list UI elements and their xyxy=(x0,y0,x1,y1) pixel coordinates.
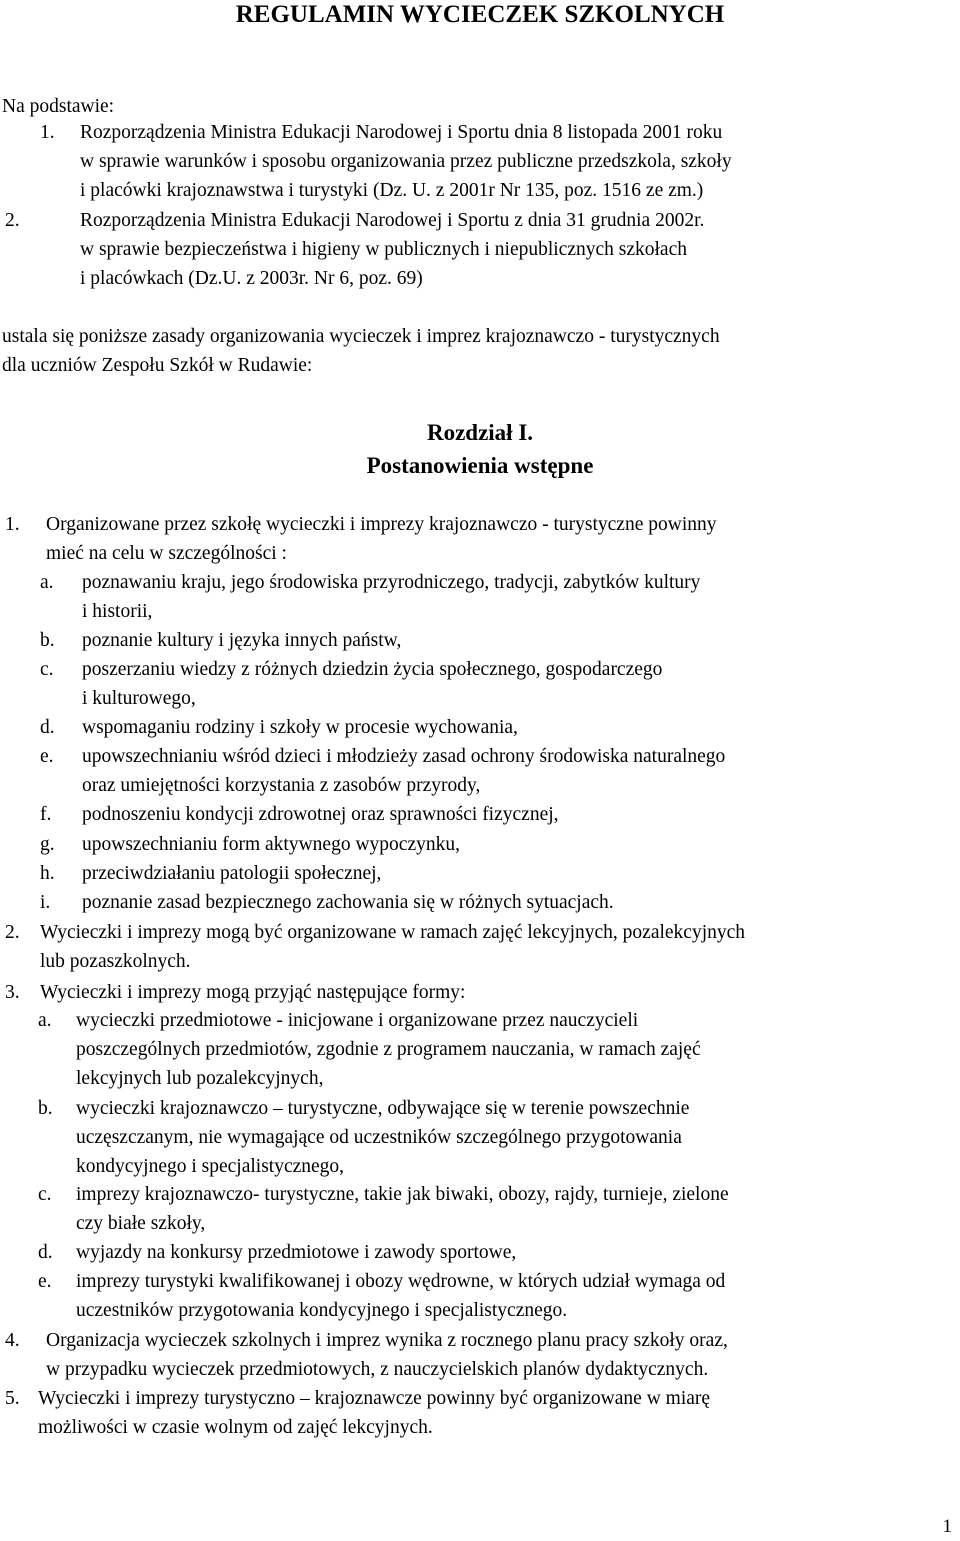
chapter-number: Rozdział I. xyxy=(426,420,534,445)
text-line: Organizacja wycieczek szkolnych i imprez wynika z rocznego planu pracy szkoły oraz, xyxy=(46,1330,728,1351)
sub-item-text xyxy=(82,742,954,800)
text-line: wyjazdy na konkursy przedmiotowe i zawody sportowe, xyxy=(76,1242,517,1263)
text-line: ustala się poniższe zasady organizowania wycieczek i imprez krajoznawczo - turystycznych xyxy=(2,326,720,347)
sub-item-letter: e. xyxy=(40,746,54,767)
text-line: lub pozaszkolnych. xyxy=(40,951,191,972)
sub-item-text xyxy=(82,655,954,713)
sub-item-text xyxy=(76,1006,956,1093)
sub-item-text xyxy=(82,568,954,626)
text-line: Rozporządzenia Ministra Edukacji Narodowej i Sportu dnia 8 listopada 2001 roku xyxy=(80,122,723,143)
sub-item-text xyxy=(76,1267,956,1325)
sub-item-text xyxy=(76,1180,956,1238)
text-line: możliwości w czasie wolnym od zajęć lekcyjnych. xyxy=(38,1417,433,1438)
sub-item-letter: d. xyxy=(38,1242,53,1263)
text-line: dla uczniów Zespołu Szkół w Rudawie: xyxy=(2,355,313,376)
sub-item-letter: i. xyxy=(40,892,51,913)
item-text xyxy=(80,118,955,205)
sub-item-letter: d. xyxy=(40,717,55,738)
text-line: poznawaniu kraju, jego środowiska przyrodniczego, tradycji, zabytków kultury xyxy=(82,572,701,593)
text-line: poznanie kultury i języka innych państw, xyxy=(82,630,402,651)
chapter-title: Postanowienia wstępne xyxy=(366,453,594,478)
text-line: upowszechnianiu wśród dzieci i młodzieży zasad ochrony środowiska naturalnego xyxy=(82,746,726,767)
text-line: i kulturowego, xyxy=(82,688,196,709)
sub-item-text xyxy=(82,859,954,888)
item-number: 2. xyxy=(5,210,20,231)
sub-item-letter: c. xyxy=(40,659,54,680)
legal-basis-intro: Na podstawie: xyxy=(2,96,115,117)
item-number: 2. xyxy=(5,922,20,943)
text-line: wycieczki przedmiotowe - inicjowane i organizowane przez nauczycieli xyxy=(76,1010,639,1031)
page-number: 1 xyxy=(942,1516,952,1537)
item-text xyxy=(80,206,955,293)
text-line: lekcyjnych lub pozalekcyjnych, xyxy=(76,1068,324,1089)
item-text xyxy=(46,1326,956,1384)
text-line: uczęszczanym, nie wymagające od uczestników szczególnego przygotowania xyxy=(76,1127,682,1148)
sub-item-letter: g. xyxy=(40,834,55,855)
sub-item-letter: b. xyxy=(38,1098,53,1119)
text-line: w przypadku wycieczek przedmiotowych, z nauczycielskich planów dydaktycznych. xyxy=(46,1359,709,1380)
text-line: Organizowane przez szkołę wycieczki i imprezy krajoznawczo - turystyczne powinny xyxy=(46,514,717,535)
text-line: Wycieczki i imprezy mogą przyjąć następujące formy: xyxy=(40,982,466,1003)
sub-item-letter: c. xyxy=(38,1184,52,1205)
text-line: poszerzaniu wiedzy z różnych dziedzin życia społecznego, gospodarczego xyxy=(82,659,663,680)
item-number: 3. xyxy=(5,982,20,1003)
text-line: w sprawie bezpieczeństwa i higieny w publicznych i niepublicznych szkołach xyxy=(80,239,687,260)
text-line: upowszechnianiu form aktywnego wypoczynku, xyxy=(82,834,460,855)
item-text xyxy=(38,1384,948,1442)
text-line: w sprawie warunków i sposobu organizowania przez publiczne przedszkola, szkoły xyxy=(80,151,732,172)
text-line: Rozporządzenia Ministra Edukacji Narodowej i Sportu z dnia 31 grudnia 2002r. xyxy=(80,210,705,231)
sub-item-letter: a. xyxy=(38,1010,52,1031)
item-number: 1. xyxy=(40,122,55,143)
text-line: wycieczki krajoznawczo – turystyczne, odbywające się w terenie powszechnie xyxy=(76,1098,690,1119)
text-line: imprezy turystyki kwalifikowanej i obozy wędrowne, w których udział wymaga od xyxy=(76,1271,726,1292)
sub-item-letter: f. xyxy=(40,804,52,825)
text-line: imprezy krajoznawczo- turystyczne, takie jak biwaki, obozy, rajdy, turnieje, zielone xyxy=(76,1184,729,1205)
item-text xyxy=(40,918,955,976)
sub-item-letter: e. xyxy=(38,1271,52,1292)
sub-item-text xyxy=(76,1094,956,1181)
text-line: podnoszeniu kondycji zdrowotnej oraz sprawności fizycznej, xyxy=(82,804,559,825)
text-line: Wycieczki i imprezy turystyczno – krajoznawcze powinny być organizowane w miarę xyxy=(38,1388,711,1409)
document-title: REGULAMIN WYCIECZEK SZKOLNYCH xyxy=(235,1,725,28)
sub-item-text xyxy=(82,888,954,917)
sub-item-letter: h. xyxy=(40,863,55,884)
text-line: kondycyjnego i specjalistycznego, xyxy=(76,1156,345,1177)
sub-item-text xyxy=(82,626,954,655)
item-number: 1. xyxy=(5,514,20,535)
item-text xyxy=(46,510,916,568)
text-line: i placówki krajoznawstwa i turystyki (Dz. U. z 2001r Nr 135, poz. 1516 ze zm.) xyxy=(80,180,704,201)
text-line: mieć na celu w szczególności : xyxy=(46,543,287,564)
text-line: wspomaganiu rodziny i szkoły w procesie wychowania, xyxy=(82,717,518,738)
item-number: 4. xyxy=(5,1330,20,1351)
text-line: Wycieczki i imprezy mogą być organizowane w ramach zajęć lekcyjnych, pozalekcyjnych xyxy=(40,922,746,943)
sub-item-letter: a. xyxy=(40,572,54,593)
item-text xyxy=(40,978,955,1007)
text-line: poznanie zasad bezpiecznego zachowania się w różnych sytuacjach. xyxy=(82,892,614,913)
sub-item-letter: b. xyxy=(40,630,55,651)
item-number: 5. xyxy=(5,1388,20,1409)
text-line: przeciwdziałaniu patologii społecznej, xyxy=(82,863,382,884)
text-line: uczestników przygotowania kondycyjnego i specjalistycznego. xyxy=(76,1300,568,1321)
text-line: oraz umiejętności korzystania z zasobów przyrody, xyxy=(82,775,481,796)
text-line: poszczególnych przedmiotów, zgodnie z programem nauczania, w ramach zajęć xyxy=(76,1039,701,1060)
text-line: i placówkach (Dz.U. z 2003r. Nr 6, poz. 69) xyxy=(80,268,423,289)
text-line: czy białe szkoły, xyxy=(76,1213,206,1234)
sub-item-text xyxy=(82,713,954,742)
sub-item-text xyxy=(82,830,954,859)
sub-item-text xyxy=(76,1238,956,1267)
sub-item-text xyxy=(82,800,954,829)
scope-paragraph xyxy=(2,322,956,380)
text-line: i historii, xyxy=(82,601,153,622)
